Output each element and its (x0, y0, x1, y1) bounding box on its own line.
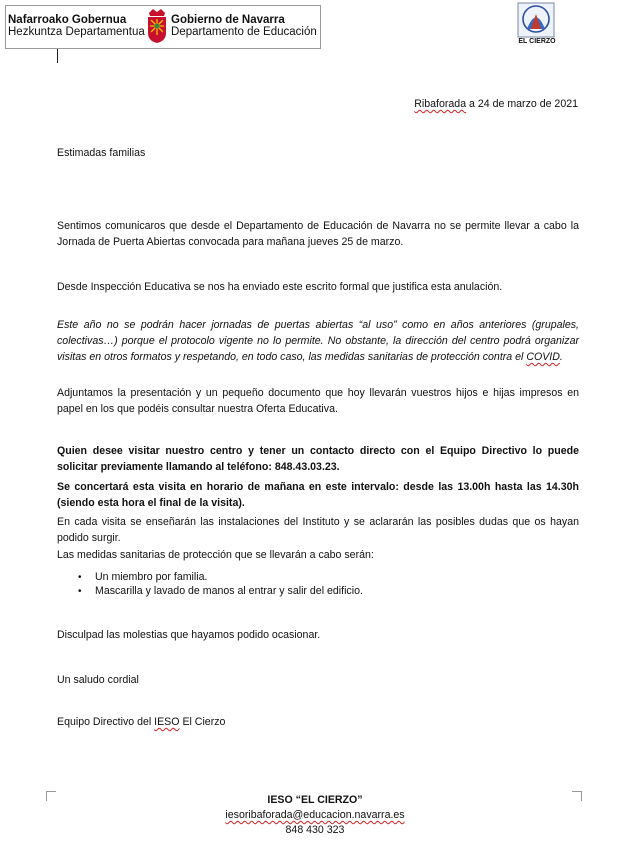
letterhead-spanish (171, 14, 317, 38)
footer-school-name: IESO “EL CIERZO” (267, 794, 363, 806)
covid-word: COVID (526, 351, 560, 363)
measure-item: • Un miembro por familia. (76, 570, 556, 584)
paragraph-visit-request: Quien desee visitar nuestro centro y tener un contacto directo con el Equipo Directivo lo puede solicitar previamente llamando al teléfono: 848.43.03.23. (57, 445, 579, 473)
paragraph-attachments: Adjuntamos la presentación y un pequeño documento que hoy llevarán vuestros hijos e hijas impresos en papel en los que podéis consultar nuestra Oferta Educativa. (57, 387, 579, 415)
letterhead-basque (8, 14, 145, 38)
signature-ieso: IESO (154, 716, 180, 728)
school-logo-label: EL CIERZO (518, 38, 556, 45)
measures-list (76, 570, 556, 598)
paragraph-visit-schedule: Se concertará esta visita en horario de mañana en este intervalo: desde las 13.00h hasta las 14.30h (siendo esta hora el final de la visita). (57, 481, 579, 509)
measure-item: • Mascarilla y lavado de manos al entrar y salir del edificio. (76, 584, 556, 598)
paragraph-cancellation: Sentimos comunicaros que desde el Departamento de Educación de Navarra no se permite llevar a cabo la Jornada de Puerta Abiertas convocada para mañana jueves 25 de marzo. (57, 220, 579, 248)
footer-email: iesoribaforada@educacion.navarra.es (225, 809, 405, 821)
date-text: a 24 de marzo de 2021 (466, 98, 578, 110)
es-dept-name: Departamento de Educación (171, 26, 317, 38)
footer-phone: 848 430 323 (285, 824, 345, 836)
eu-dept-name: Hezkuntza Departamentua (8, 26, 145, 38)
paragraph-apology: Disculpad las molestias que hayamos podido ocasionar. (57, 629, 321, 641)
paragraph-inspection: Desde Inspección Educativa se nos ha enviado este escrito formal que justifica esta anulación. (57, 281, 503, 293)
navarra-coat-of-arms-icon (146, 7, 168, 44)
signature-suffix: El Cierzo (179, 716, 226, 728)
greeting: Estimadas familias (57, 147, 146, 159)
paragraph-visit-content: En cada visita se enseñarán las instalaciones del Instituto y se aclararán las posibles dudas que os hayan podido surgir. (57, 516, 579, 544)
letter-date (300, 97, 578, 112)
paragraph-quoted-protocol (57, 317, 579, 365)
protocol-end: . (559, 351, 563, 363)
eu-org-name: Nafarroako Gobernua (8, 14, 127, 26)
es-org-name: Gobierno de Navarra (171, 14, 285, 26)
text-cursor (57, 49, 58, 63)
closing-salutation: Un saludo cordial (57, 674, 139, 686)
paragraph-measures-intro: Las medidas sanitarias de protección que se llevarán a cabo serán: (57, 549, 374, 561)
footer (0, 793, 630, 838)
protocol-text: Este año no se podrán hacer jornadas de puertas abiertas “al uso” como en años anteriores (grupales, colectivas…) porque el protocolo vigente no lo permite. No obstante, la dirección del centro podrá organizar visitas en otros formatos y respetando, en todo caso, las medidas sanitarias de protección contra el (57, 319, 579, 363)
signature (57, 715, 225, 730)
date-place: Ribaforada (414, 98, 467, 110)
signature-prefix: Equipo Directivo del (57, 716, 155, 728)
